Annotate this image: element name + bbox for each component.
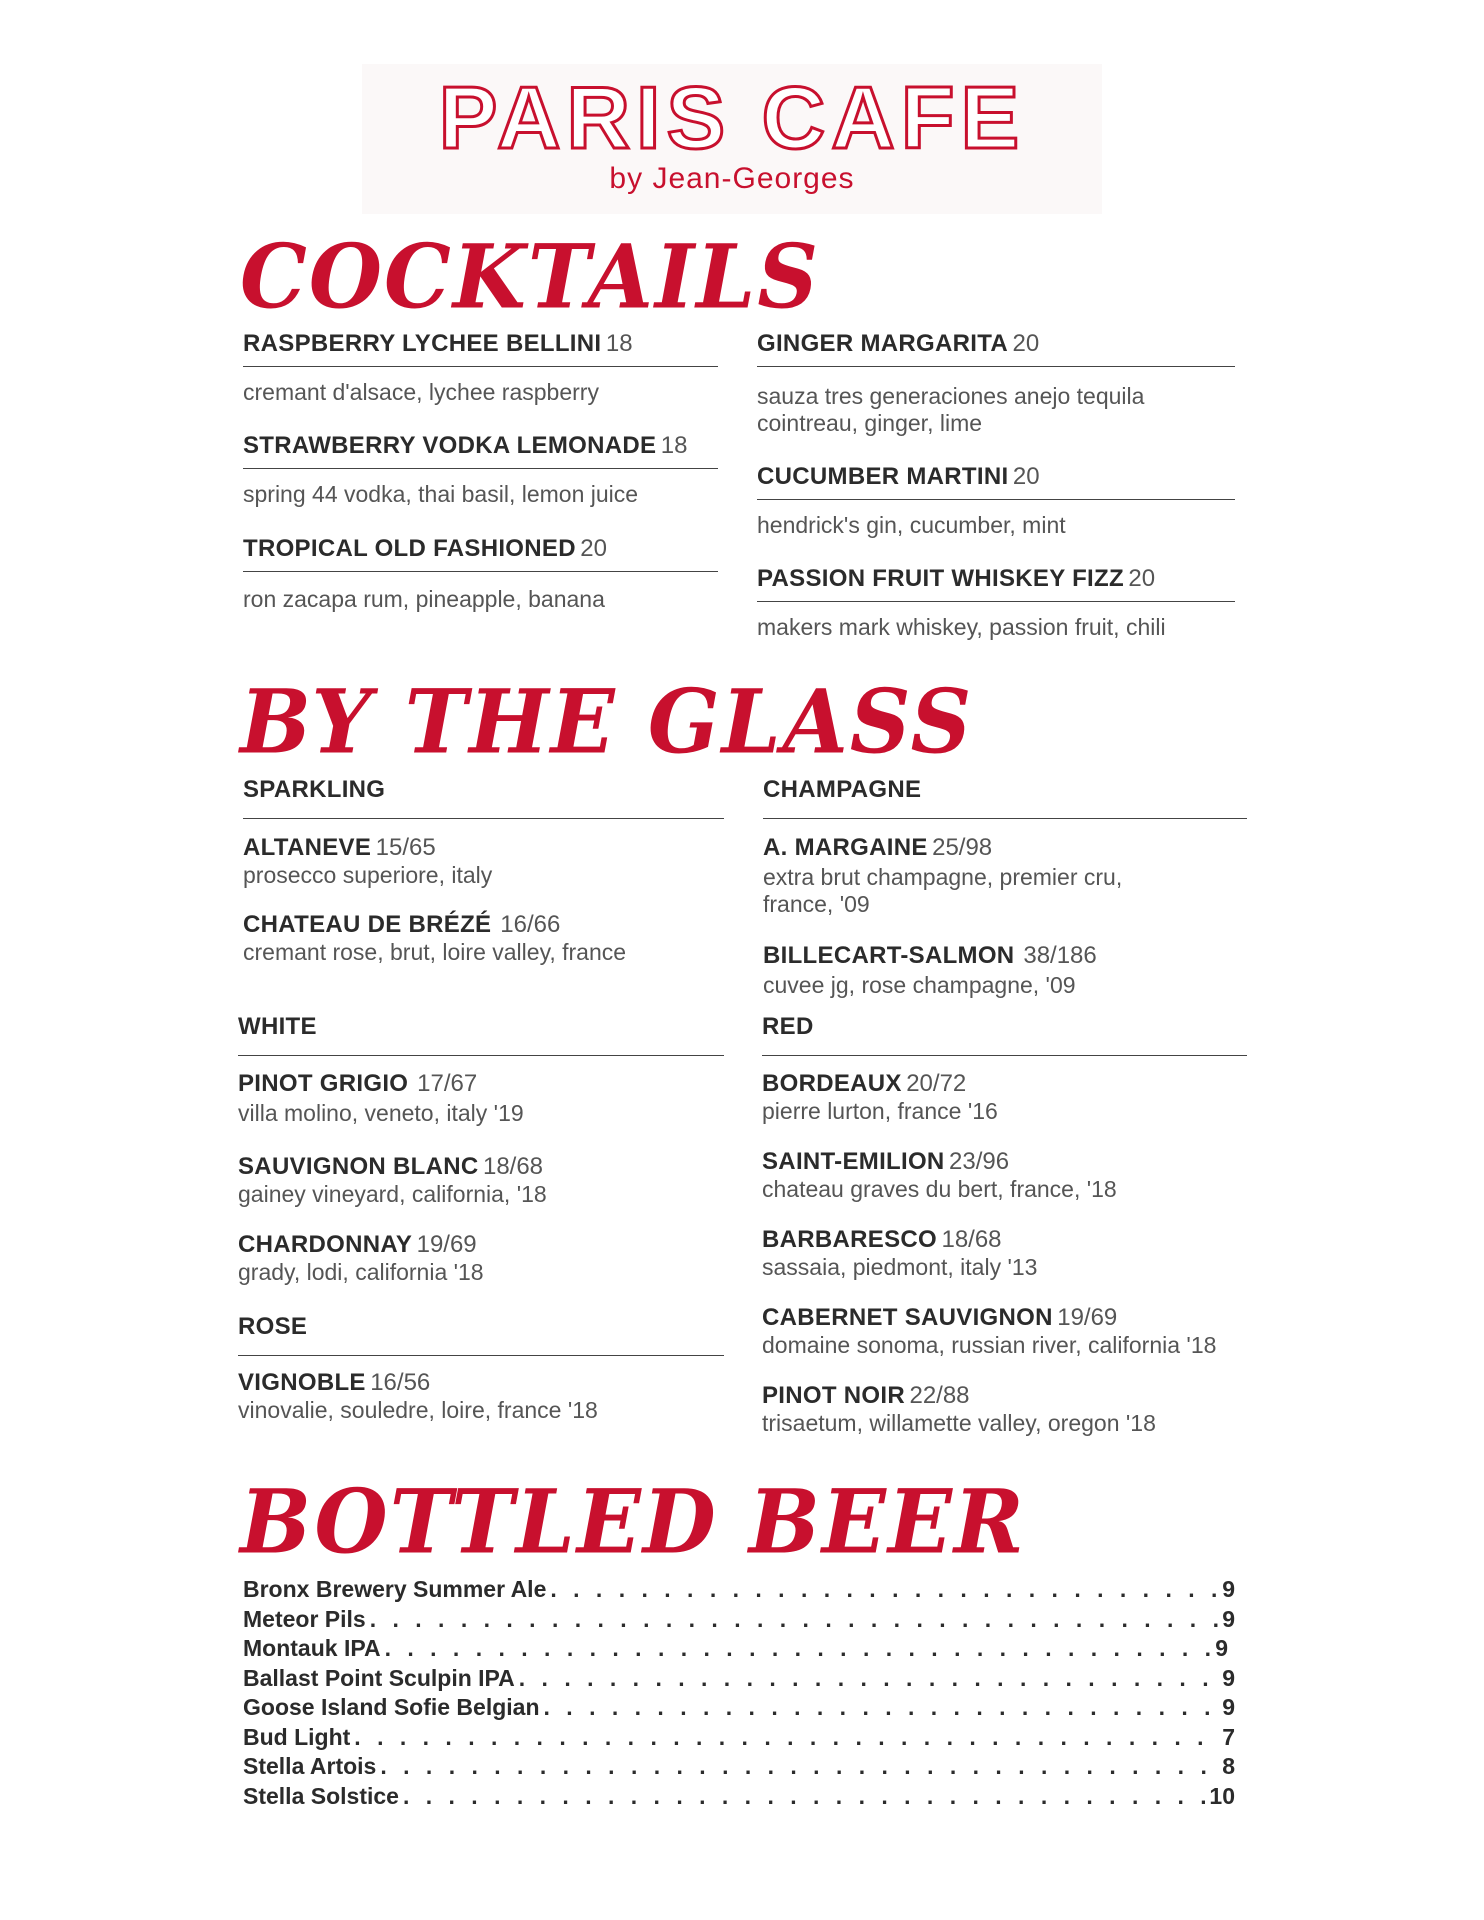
dot-leader xyxy=(354,1724,1218,1751)
cocktail-description: ron zacapa rum, pineapple, banana xyxy=(243,586,605,612)
wine-description: sassaia, piedmont, italy '13 xyxy=(762,1254,1038,1280)
wine-price: 15/65 xyxy=(375,834,436,861)
beer-name: Bronx Brewery Summer Ale xyxy=(243,1576,547,1602)
wine-name: SAINT-EMILION xyxy=(762,1148,945,1175)
category-red: RED xyxy=(762,1013,814,1040)
wine-description: domaine sonoma, russian river, california '18 xyxy=(762,1332,1217,1358)
wine-price: 17/67 xyxy=(417,1070,478,1097)
cocktail-price: 20 xyxy=(1012,463,1040,490)
wine-item xyxy=(762,1226,1247,1281)
cocktail-price: 20 xyxy=(1012,330,1040,357)
wine-description: chateau graves du bert, france, '18 xyxy=(762,1176,1117,1202)
dot-leader xyxy=(403,1783,1205,1810)
logo xyxy=(362,64,1102,214)
wine-price: 22/88 xyxy=(909,1382,970,1409)
wine-price: 19/69 xyxy=(1057,1304,1118,1331)
divider xyxy=(243,818,724,819)
cocktail-name: TROPICAL OLD FASHIONED xyxy=(243,535,576,562)
wine-item xyxy=(238,1153,724,1208)
cocktail-item xyxy=(243,330,718,406)
beer-name: Stella Solstice xyxy=(243,1783,399,1809)
logo-title: PARIS CAFE xyxy=(438,68,1026,167)
wine-price: 25/98 xyxy=(932,834,993,861)
cocktail-price: 20 xyxy=(1128,565,1156,592)
divider xyxy=(762,1055,1247,1056)
wine-name: ALTANEVE xyxy=(243,834,372,861)
wine-description: cremant rose, brut, loire valley, france xyxy=(243,939,627,965)
divider xyxy=(238,1355,724,1356)
beer-price: 7 xyxy=(1222,1724,1235,1750)
wine-description: grady, lodi, california '18 xyxy=(238,1259,484,1285)
beer-price: 9 xyxy=(1222,1606,1235,1632)
wine-price: 20/72 xyxy=(906,1070,967,1097)
cocktail-description: sauza tres generaciones anejo tequila xyxy=(757,383,1145,409)
cocktail-name: RASPBERRY LYCHEE BELLINI xyxy=(243,330,602,357)
dot-leader xyxy=(550,1576,1218,1603)
beer-price: 8 xyxy=(1222,1753,1235,1779)
category-white: WHITE xyxy=(238,1013,317,1040)
beer-price: 9 xyxy=(1222,1665,1235,1691)
wine-name: BARBARESCO xyxy=(762,1226,938,1253)
wine-name: CHARDONNAY xyxy=(238,1231,413,1258)
wine-description: villa molino, veneto, italy '19 xyxy=(238,1100,524,1126)
wine-item xyxy=(243,834,724,889)
cocktail-item xyxy=(757,463,1235,539)
dot-leader xyxy=(544,1694,1219,1721)
cocktail-description: cremant d'alsace, lychee raspberry xyxy=(243,379,599,405)
cocktail-description: makers mark whiskey, passion fruit, chili xyxy=(757,614,1166,640)
beer-row xyxy=(243,1724,1235,1753)
beer-row xyxy=(243,1783,1235,1812)
wine-price: 16/66 xyxy=(500,911,561,938)
beer-name: Stella Artois xyxy=(243,1753,377,1779)
cocktail-description-line2: cointreau, ginger, lime xyxy=(757,410,983,436)
wine-description: pierre lurton, france '16 xyxy=(762,1098,998,1124)
wine-item xyxy=(763,834,1247,918)
wine-description: cuvee jg, rose champagne, '09 xyxy=(763,972,1076,998)
logo-subtitle: by Jean-Georges xyxy=(609,162,855,195)
wine-description: prosecco superiore, italy xyxy=(243,862,493,888)
wine-name: CABERNET SAUVIGNON xyxy=(762,1304,1053,1331)
dot-leader xyxy=(385,1635,1212,1662)
cocktail-item xyxy=(757,330,1235,437)
dot-leader xyxy=(380,1753,1218,1780)
cocktail-name: CUCUMBER MARTINI xyxy=(757,463,1009,490)
wine-name: CHATEAU DE BRÉZÉ xyxy=(243,911,492,938)
wine-item xyxy=(238,1070,724,1127)
wine-price: 18/68 xyxy=(482,1153,544,1180)
divider xyxy=(763,818,1247,819)
wine-price: 19/69 xyxy=(416,1231,477,1258)
cocktail-price: 18 xyxy=(605,330,633,357)
beer-price: 9 xyxy=(1222,1576,1235,1602)
beer-name: Goose Island Sofie Belgian xyxy=(243,1694,540,1720)
wine-item xyxy=(762,1148,1247,1203)
cocktail-name: PASSION FRUIT WHISKEY FIZZ xyxy=(757,565,1124,592)
category-champagne: CHAMPAGNE xyxy=(763,776,922,803)
wine-item xyxy=(238,1369,724,1424)
bottled-beer-title: BOTTLED BEER xyxy=(240,1469,1026,1574)
by-the-glass-title: BY THE GLASS xyxy=(240,669,974,774)
cocktail-name: GINGER MARGARITA xyxy=(757,330,1009,357)
wine-name: SAUVIGNON BLANC xyxy=(238,1153,479,1180)
beer-name: Ballast Point Sculpin IPA xyxy=(243,1665,515,1691)
dot-leader xyxy=(370,1606,1218,1633)
wine-name: PINOT NOIR xyxy=(762,1382,906,1409)
beer-row xyxy=(243,1576,1235,1605)
beer-row xyxy=(243,1635,1228,1664)
wine-name: A. MARGAINE xyxy=(763,834,928,861)
beer-name: Meteor Pils xyxy=(243,1606,366,1632)
wine-price: 16/56 xyxy=(370,1369,431,1396)
wine-item xyxy=(762,1304,1247,1359)
cocktails-title: COCKTAILS xyxy=(240,224,820,329)
cocktail-item xyxy=(757,565,1235,641)
cocktail-description: spring 44 vodka, thai basil, lemon juice xyxy=(243,481,639,507)
wine-description: vinovalie, souledre, loire, france '18 xyxy=(238,1397,598,1423)
wine-price: 23/96 xyxy=(949,1148,1010,1175)
cocktail-price: 20 xyxy=(580,535,607,562)
beer-price: 9 xyxy=(1222,1694,1235,1720)
beer-name: Montauk IPA xyxy=(243,1635,381,1661)
beer-row xyxy=(243,1665,1235,1694)
wine-item xyxy=(243,911,724,966)
cocktail-item xyxy=(243,535,718,613)
wine-item xyxy=(238,1231,724,1286)
wine-description: extra brut champagne, premier cru, xyxy=(763,864,1123,890)
wine-item xyxy=(763,942,1247,999)
cocktail-price: 18 xyxy=(660,432,688,459)
category-sparkling: SPARKLING xyxy=(243,776,386,803)
beer-row xyxy=(243,1753,1235,1782)
category-rose: ROSE xyxy=(238,1313,308,1340)
wine-description-line2: france, '09 xyxy=(763,891,870,917)
beer-price: 9 xyxy=(1215,1635,1228,1661)
divider xyxy=(238,1055,724,1056)
wine-price: 18/68 xyxy=(941,1226,1002,1253)
wine-item xyxy=(762,1382,1247,1437)
beer-row xyxy=(243,1694,1235,1723)
cocktail-name: STRAWBERRY VODKA LEMONADE xyxy=(243,432,657,459)
wine-description: trisaetum, willamette valley, oregon '18 xyxy=(762,1410,1156,1436)
wine-name: BILLECART-SALMON xyxy=(763,942,1015,969)
dot-leader xyxy=(519,1665,1218,1692)
wine-name: PINOT GRIGIO xyxy=(238,1070,409,1097)
wine-description: gainey vineyard, california, '18 xyxy=(238,1181,547,1207)
wine-item xyxy=(762,1070,1247,1125)
wine-name: BORDEAUX xyxy=(762,1070,902,1097)
beer-name: Bud Light xyxy=(243,1724,351,1750)
cocktail-item xyxy=(243,432,718,508)
cocktail-description: hendrick's gin, cucumber, mint xyxy=(757,512,1066,538)
wine-price: 38/186 xyxy=(1023,942,1097,969)
wine-name: VIGNOBLE xyxy=(238,1369,366,1396)
beer-price: 10 xyxy=(1209,1783,1235,1809)
beer-row xyxy=(243,1606,1235,1635)
